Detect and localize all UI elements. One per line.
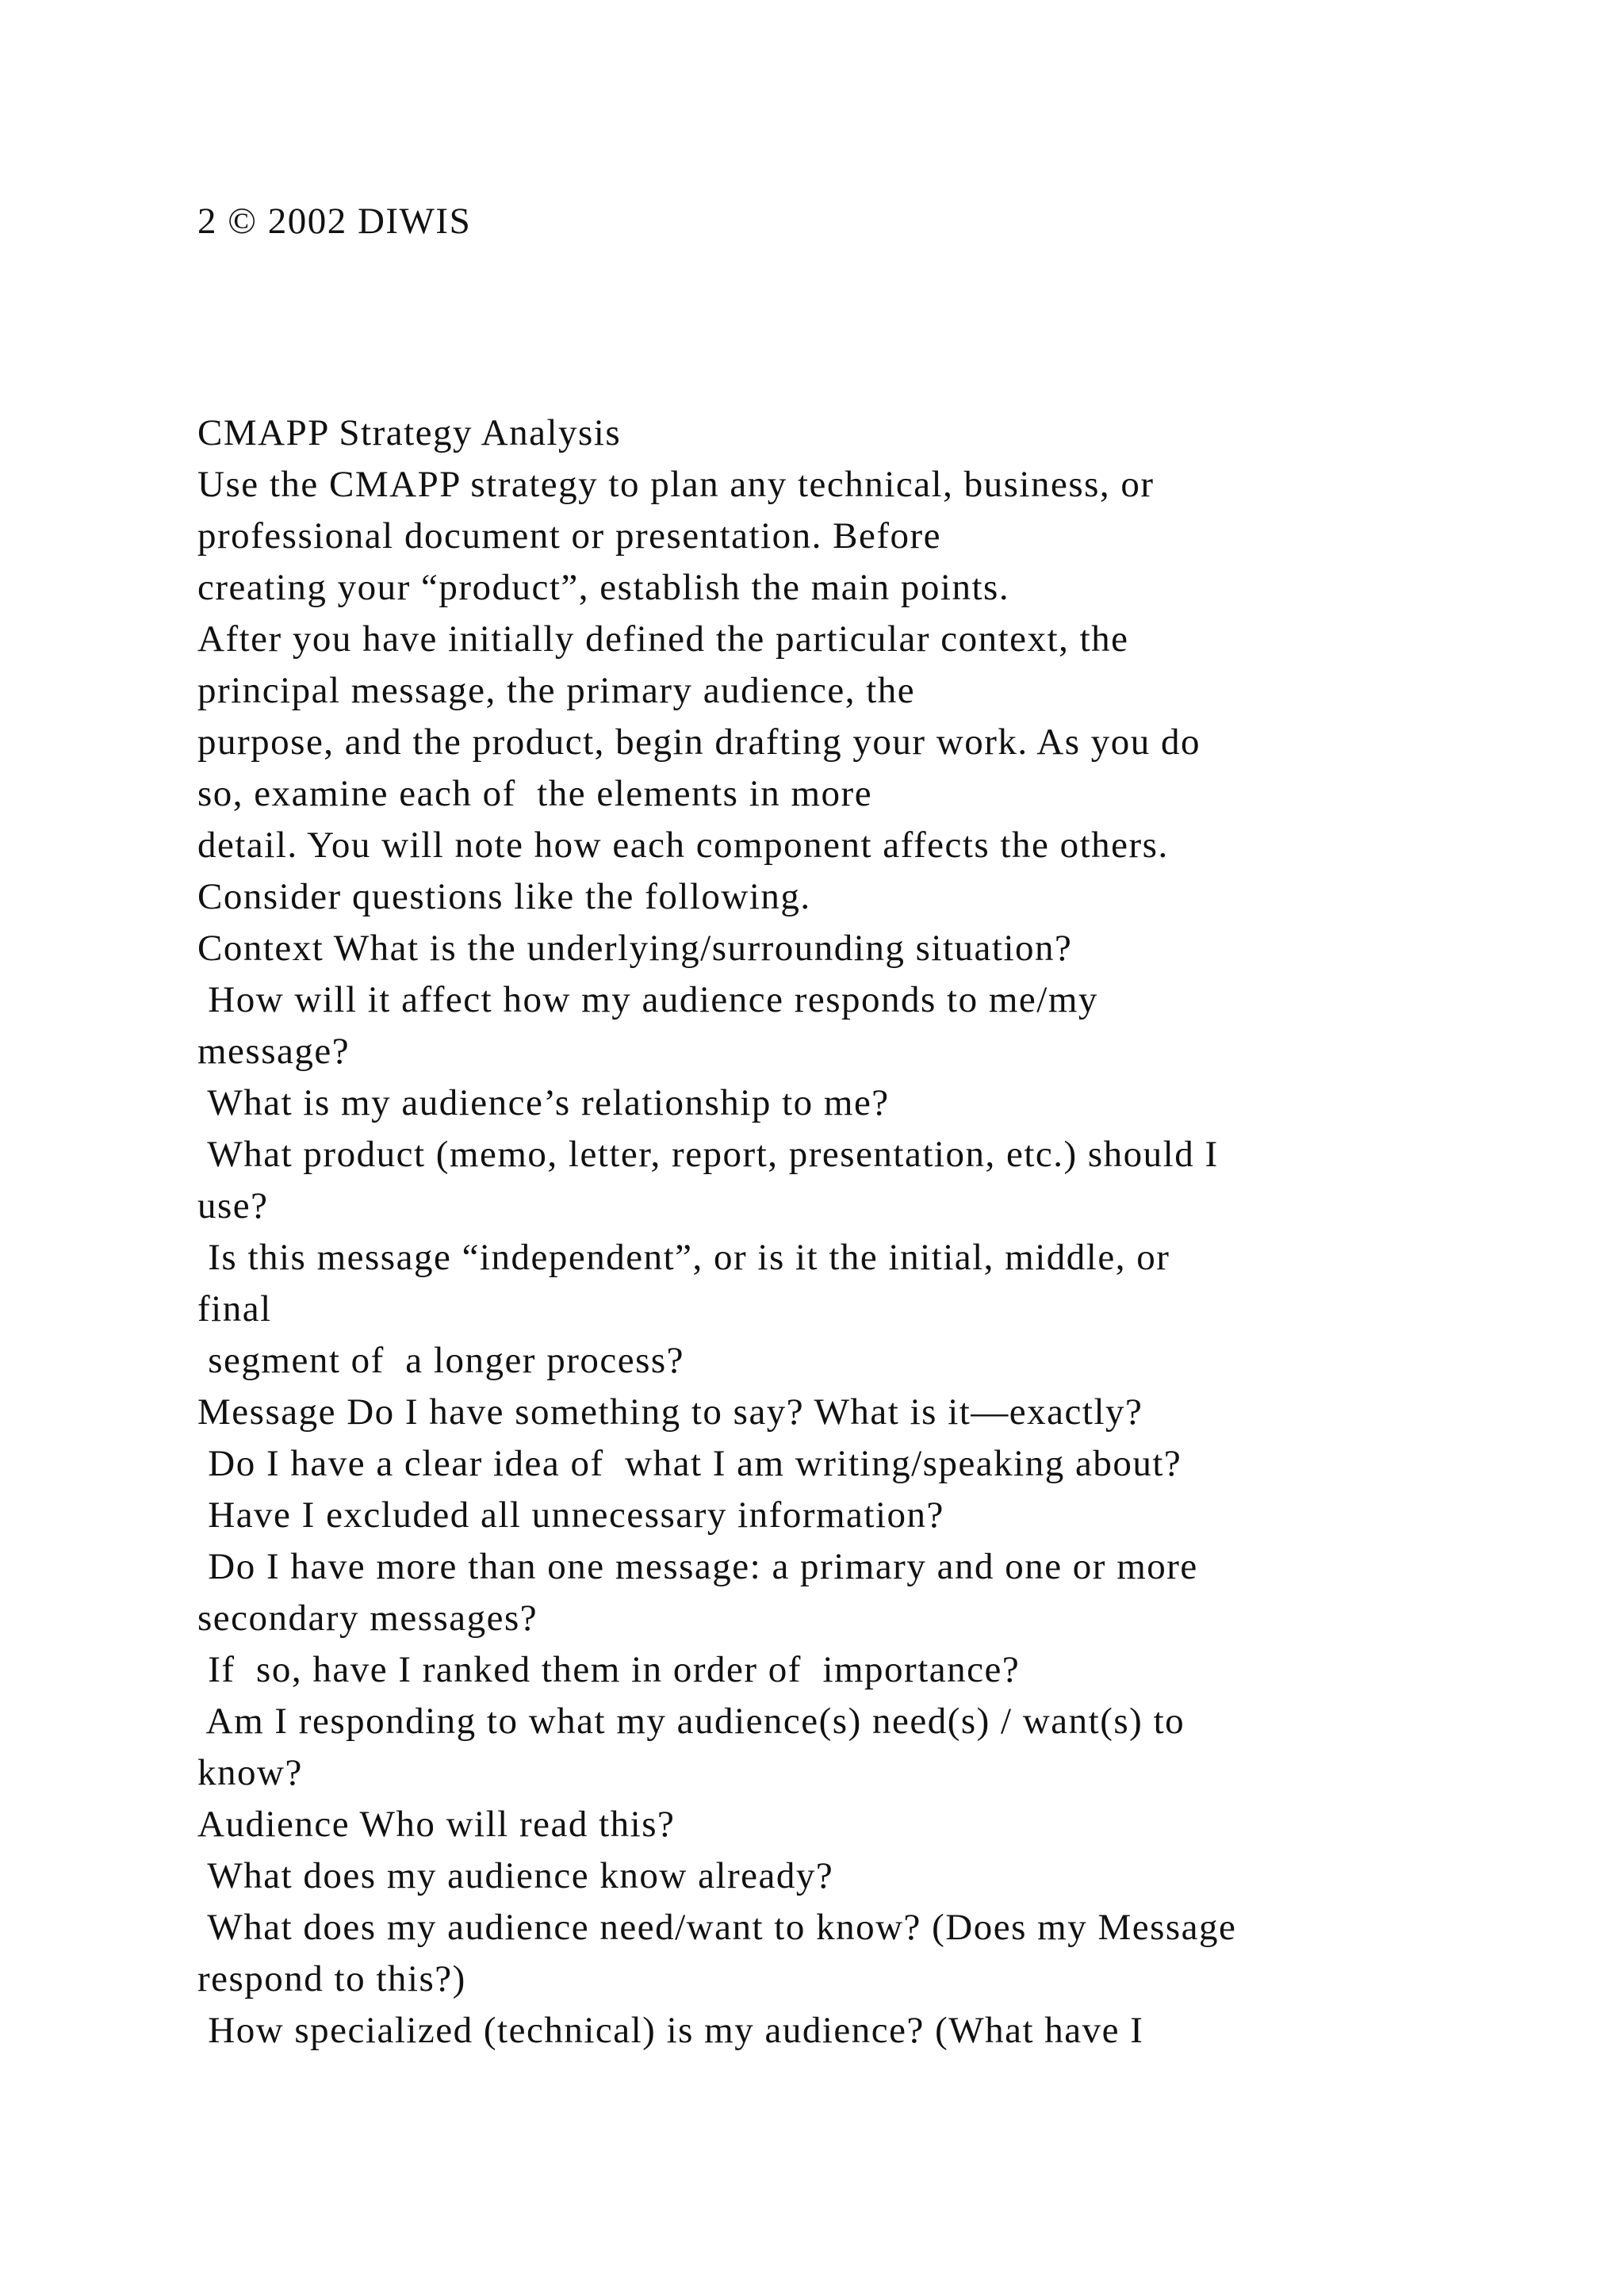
text-line: secondary messages? <box>197 1598 538 1639</box>
section-audience-heading: Audience Who will read this? <box>197 1804 676 1845</box>
text-line: What is my audience’s relationship to me? <box>197 1082 890 1123</box>
text-line: creating your “product”, establish the main points. <box>197 567 1010 608</box>
text-line: How specialized (technical) is my audience? (What have I <box>197 2010 1144 2051</box>
text-line: segment of a longer process? <box>197 1340 685 1381</box>
text-line: Use the CMAPP strategy to plan any technical, business, or <box>197 464 1155 505</box>
text-line: Is this message “independent”, or is it the initial, middle, or <box>197 1237 1170 1278</box>
text-line: respond to this?) <box>197 1958 466 1999</box>
text-line: use? <box>197 1185 269 1226</box>
text-line: If so, have I ranked them in order of importance? <box>197 1649 1021 1690</box>
section-context-heading: Context What is the underlying/surrounding situation? <box>197 928 1073 969</box>
page-header: 2 © 2002 DIWIS <box>197 201 472 242</box>
section-message-heading: Message Do I have something to say? What is it—exactly? <box>197 1391 1143 1433</box>
text-line: Do I have more than one message: a primary and one or more <box>197 1546 1198 1587</box>
text-line: How will it affect how my audience responds to me/my <box>197 979 1098 1020</box>
text-line: final <box>197 1288 272 1330</box>
text-line: professional document or presentation. Before <box>197 515 942 557</box>
text-line: principal message, the primary audience, the <box>197 670 916 711</box>
text-line: purpose, and the product, begin drafting your work. As you do <box>197 721 1201 763</box>
text-line: Have I excluded all unnecessary information? <box>197 1494 944 1536</box>
text-line: Consider questions like the following. <box>197 876 811 917</box>
text-line: Am I responding to what my audience(s) need(s) / want(s) to <box>197 1701 1185 1742</box>
text-line: Do I have a clear idea of what I am writing/speaking about? <box>197 1443 1182 1484</box>
text-line: message? <box>197 1031 350 1072</box>
text-line: detail. You will note how each component affects the others. <box>197 825 1169 866</box>
text-line: After you have initially defined the particular context, the <box>197 618 1129 660</box>
text-line: know? <box>197 1752 303 1793</box>
text-line: What does my audience know already? <box>197 1855 834 1896</box>
text-line: What product (memo, letter, report, presentation, etc.) should I <box>197 1134 1219 1175</box>
text-line: What does my audience need/want to know? (Does my Message <box>197 1907 1237 1948</box>
text-line: so, examine each of the elements in more <box>197 773 873 814</box>
document-title: CMAPP Strategy Analysis <box>197 412 622 453</box>
